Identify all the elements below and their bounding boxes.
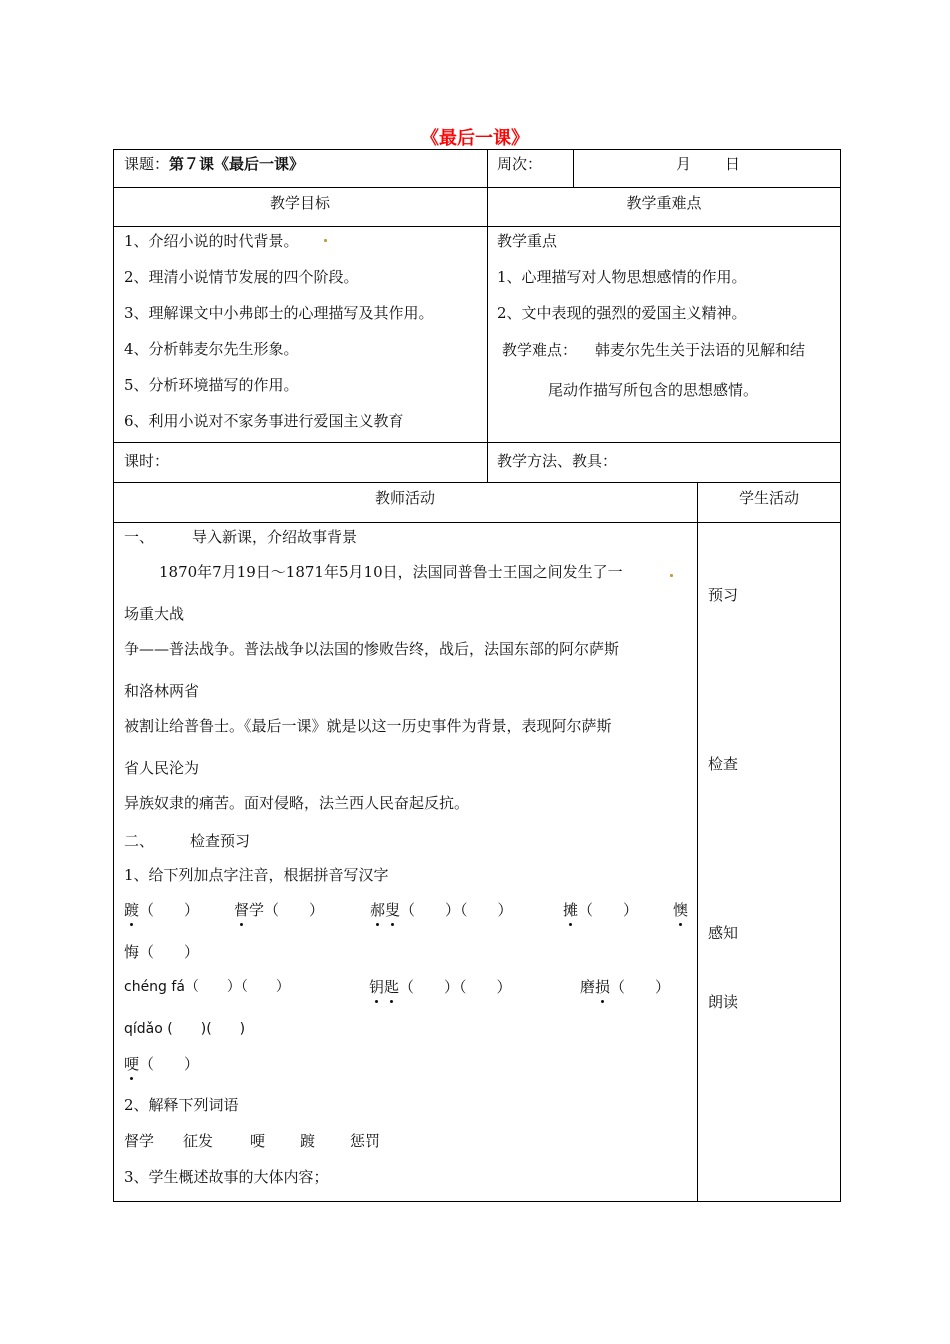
goal-item: 1、介绍小说的时代背景。 — [124, 232, 299, 250]
pinyin-item: chéng fá（ ）（ ） — [124, 979, 290, 995]
vocab-item: 钥匙（ ）（ ） — [369, 978, 512, 996]
student-step: 感知 — [708, 924, 739, 942]
question-3: 3、学生概述故事的大体内容； — [124, 1168, 329, 1186]
vocab-item: 磨损（ ） — [580, 978, 671, 996]
term-word: 征发 — [183, 1132, 214, 1150]
term-word: 惩罚 — [350, 1132, 381, 1150]
background-paragraph: 省人民沦为 — [124, 759, 200, 777]
focus-item: 1、心理描写对人物思想感情的作用。 — [497, 268, 747, 286]
teacher-activity-heading: 教师活动 — [374, 489, 435, 507]
row-divider — [113, 187, 841, 188]
topic-label: 课题：第７课《最后一课》 — [124, 155, 305, 173]
focus-item: 2、文中表现的强烈的爱国主义精神。 — [497, 304, 747, 322]
vocab-item: 懊 — [673, 901, 689, 919]
background-paragraph: 1870年7月19日～1871年5月10日，法国同普鲁士王国之间发生了一 — [159, 563, 623, 581]
section-title: 检查预习 — [190, 832, 251, 850]
vocab-item: 踱（ ） — [124, 901, 200, 919]
student-step: 检查 — [708, 755, 739, 773]
section-title: 导入新课，介绍故事背景 — [192, 528, 358, 546]
activity-divider — [697, 482, 698, 1202]
question-2: 2、解释下列词语 — [124, 1096, 239, 1114]
row-divider — [113, 522, 841, 523]
pinyin-item: qídǎo ( )( ) — [124, 1021, 246, 1037]
goal-item: 4、分析韩麦尔先生形象。 — [124, 340, 299, 358]
row-divider — [113, 226, 841, 227]
date-day: 日 — [725, 155, 741, 173]
methods-label: 教学方法、教具： — [497, 452, 618, 470]
term-word: 哽 — [250, 1132, 266, 1150]
vocab-item: 摊（ ） — [563, 901, 639, 919]
goal-item: 3、理解课文中小弗郎士的心理描写及其作用。 — [124, 304, 434, 322]
section-number: 一、 — [124, 528, 155, 546]
date-month: 月 — [676, 155, 692, 173]
background-paragraph: 场重大战 — [124, 605, 185, 623]
week-label: 周次： — [497, 155, 543, 173]
key-points-heading: 教学重难点 — [626, 194, 702, 212]
goal-item: 2、理清小说情节发展的四个阶段。 — [124, 268, 359, 286]
week-divider — [573, 149, 574, 187]
background-paragraph: 争——普法战争。普法战争以法国的惨败告终，战后，法国东部的阿尔萨斯 — [124, 640, 620, 658]
hours-label: 课时： — [124, 452, 170, 470]
background-paragraph: 异族奴隶的痛苦。面对侵略，法兰西人民奋起反抗。 — [124, 794, 470, 812]
vocab-item: 郝叟（ ）（ ） — [370, 901, 513, 919]
difficulty-text-continued: 尾动作描写所包含的思想感情。 — [548, 381, 759, 399]
difficulty-text: 韩麦尔先生关于法语的见解和结 — [595, 341, 806, 359]
student-step: 预习 — [708, 586, 739, 604]
background-paragraph: 和洛林两省 — [124, 682, 200, 700]
vocab-item: 督学（ ） — [234, 901, 325, 919]
vocab-item: 哽（ ） — [124, 1055, 200, 1073]
topic-value: 第７课《最后一课》 — [169, 155, 305, 173]
row-divider — [113, 482, 841, 483]
stray-mark — [670, 574, 673, 577]
term-word: 督学 — [124, 1132, 155, 1150]
document-title: 《最后一课》 — [421, 128, 529, 149]
row-divider — [113, 442, 841, 443]
vocab-item: 悔（ ） — [124, 943, 200, 961]
term-word: 踱 — [300, 1132, 316, 1150]
background-paragraph: 被割让给普鲁士。《最后一课》就是以这一历史事件为背景，表现阿尔萨斯 — [124, 717, 612, 735]
goals-heading: 教学目标 — [269, 194, 330, 212]
goal-item: 6、利用小说对不家务事进行爱国主义教育 — [124, 412, 404, 430]
student-activity-heading: 学生活动 — [738, 489, 799, 507]
student-step: 朗读 — [708, 993, 739, 1011]
section-number: 二、 — [124, 832, 155, 850]
question-1: 1、给下列加点字注音，根据拼音写汉字 — [124, 866, 389, 884]
goal-item: 5、分析环境描写的作用。 — [124, 376, 299, 394]
stray-mark — [324, 239, 327, 242]
difficulty-label: 教学难点： 韩麦尔先生关于法语的见解和结 — [502, 341, 806, 359]
focus-label: 教学重点 — [497, 232, 558, 250]
